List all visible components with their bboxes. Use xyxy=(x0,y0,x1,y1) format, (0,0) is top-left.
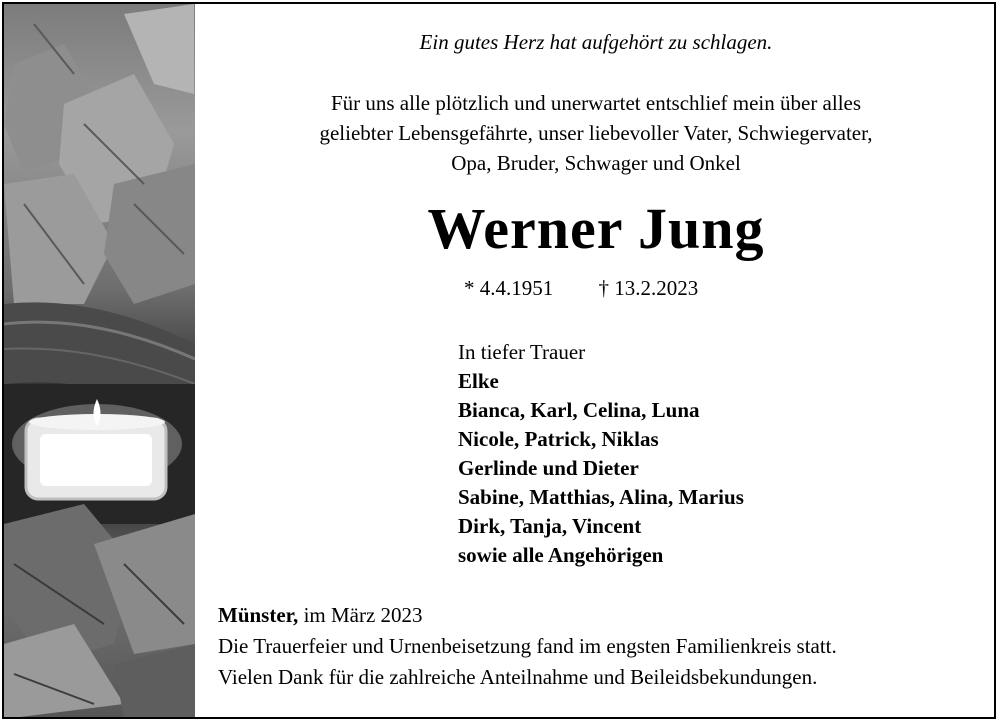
mourner: Nicole, Patrick, Niklas xyxy=(458,427,659,451)
life-dates xyxy=(464,276,698,301)
intro-line: geliebter Lebensgefährte, unser liebevoller Vater, Schwiegervater, xyxy=(319,121,873,145)
mourner: Dirk, Tanja, Vincent xyxy=(458,514,642,538)
candle-leaves-photo xyxy=(4,4,195,717)
mourning-heading: In tiefer Trauer xyxy=(458,340,586,364)
mourner: Sabine, Matthias, Alina, Marius xyxy=(458,485,744,509)
motto: Ein gutes Herz hat aufgehört zu schlagen. xyxy=(419,30,773,54)
obituary-content xyxy=(198,4,994,717)
footer-notice xyxy=(218,600,837,693)
mourner: Elke xyxy=(458,369,499,393)
mourner: sowie alle Angehörigen xyxy=(458,543,664,567)
deceased-name: Werner Jung xyxy=(427,196,765,261)
notice-line: Vielen Dank für die zahlreiche Anteilnahme und Beileidsbekundungen. xyxy=(218,665,818,689)
intro-line: Für uns alle plötzlich und unerwartet entschlief mein über alles xyxy=(330,91,862,115)
intro-text xyxy=(198,88,994,178)
candle-leaves-image xyxy=(4,4,195,717)
date: im März 2023 xyxy=(298,603,423,627)
birth-date: * 4.4.1951 xyxy=(464,276,554,300)
mourners-list xyxy=(458,338,744,570)
intro-line: Opa, Bruder, Schwager und Onkel xyxy=(451,151,741,175)
place-date-line xyxy=(218,600,837,631)
place: Münster, xyxy=(218,603,299,627)
death-date: † 13.2.2023 xyxy=(598,276,699,300)
mourner: Bianca, Karl, Celina, Luna xyxy=(458,398,700,422)
notice-line: Die Trauerfeier und Urnenbeisetzung fand im engsten Familienkreis statt. xyxy=(218,634,837,658)
mourner: Gerlinde und Dieter xyxy=(458,456,639,480)
obituary-frame xyxy=(2,2,996,719)
